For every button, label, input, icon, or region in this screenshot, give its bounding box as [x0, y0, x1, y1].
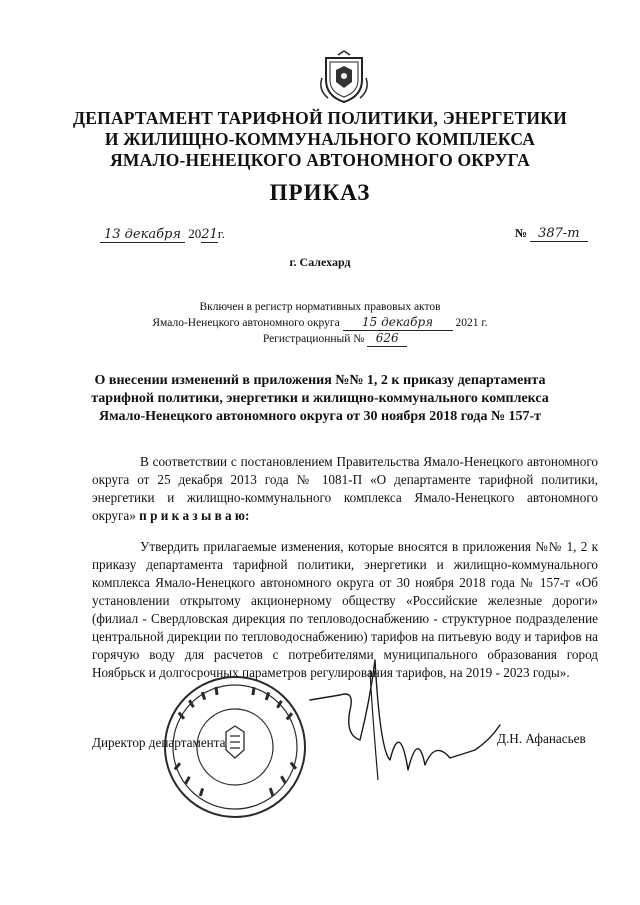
- department-name: [0, 108, 640, 171]
- registration-line-1: Включен в регистр нормативных правовых актов: [199, 301, 441, 313]
- number-handwritten: 387-т: [530, 226, 588, 242]
- department-line-3: ЯМАЛО-НЕНЕЦКОГО АВТОНОМНОГО ОКРУГА: [110, 150, 530, 170]
- handwritten-signature: [300, 640, 510, 790]
- registration-region: Ямало-Ненецкого автономного округа: [152, 317, 340, 329]
- registration-line-3: [30, 331, 640, 347]
- signer-name: Д.Н. Афанасьев: [497, 731, 586, 746]
- date-year-g: г.: [217, 226, 225, 241]
- department-line-1: ДЕПАРТАМЕНТ ТАРИФНОЙ ПОЛИТИКИ, ЭНЕРГЕТИКИ: [73, 108, 567, 128]
- order-date: [100, 226, 248, 246]
- order-number: [515, 226, 607, 246]
- date-year-handwritten: 21: [201, 227, 218, 242]
- director-title: Директор департамента: [92, 735, 226, 750]
- order-text: Утвердить прилагаемые изменения, которые вносятся в приложения №№ 1, 2 к приказу департамента тарифной политики, энергетики и жилищно-коммунального комплекса Ямало-Ненецкого автономного округа от 30 ноября 2018 года № 157-т «Об установлении открытому акционерному обществу «Российские железные дороги» (филиал - Свердловская дирекция по тепловодоснабжению - структурное подразделение центральной дирекции по тепловодоснабжению) тарифов на питьевую воду и тарифов на горячую воду для расчетов с потребителями муниципального образования город Ноябрьск и долгосрочных параметров регулирования тарифов, на 2019 - 2023 годы».: [92, 539, 598, 680]
- order-subject: [0, 372, 640, 426]
- coat-of-arms-emblem: [316, 50, 372, 106]
- department-line-2: И ЖИЛИЩНО-КОММУНАЛЬНОГО КОМПЛЕКСА: [104, 129, 536, 149]
- registration-block: [0, 300, 640, 347]
- order-keyword: п р и к а з ы в а ю:: [139, 508, 250, 523]
- registration-number-handwritten: 626: [367, 331, 407, 347]
- preamble-text: В соответствии с постановлением Правительства Ямало-Ненецкого автономного округа от 25 декабря 2013 года № 1081-П «О департаменте тарифной политики, энергетики и жилищно-коммунального комплекса Ямало-Ненецкого автономного округа»: [92, 454, 598, 523]
- document-type-title: ПРИКАЗ: [269, 180, 371, 205]
- number-label: №: [515, 226, 528, 240]
- subject-line-3: Ямало-Ненецкого автономного округа от 30 ноября 2018 года № 157-т: [98, 409, 542, 424]
- registration-date-handwritten: 15 декабря: [343, 315, 453, 331]
- registration-year: 2021 г.: [455, 317, 488, 329]
- city: г. Салехард: [289, 255, 351, 269]
- date-handwritten: 13 декабря: [100, 227, 185, 243]
- date-year-prefix: 20: [188, 226, 202, 241]
- registration-line-2: [0, 315, 640, 331]
- subject-line-2: тарифной политики, энергетики и жилищно-коммунального комплекса: [91, 391, 549, 406]
- registration-number-label: Регистрационный №: [262, 333, 365, 345]
- subject-line-1: О внесении изменений в приложения №№ 1, 2 к приказу департамента: [94, 373, 546, 388]
- preamble-paragraph: [92, 453, 598, 525]
